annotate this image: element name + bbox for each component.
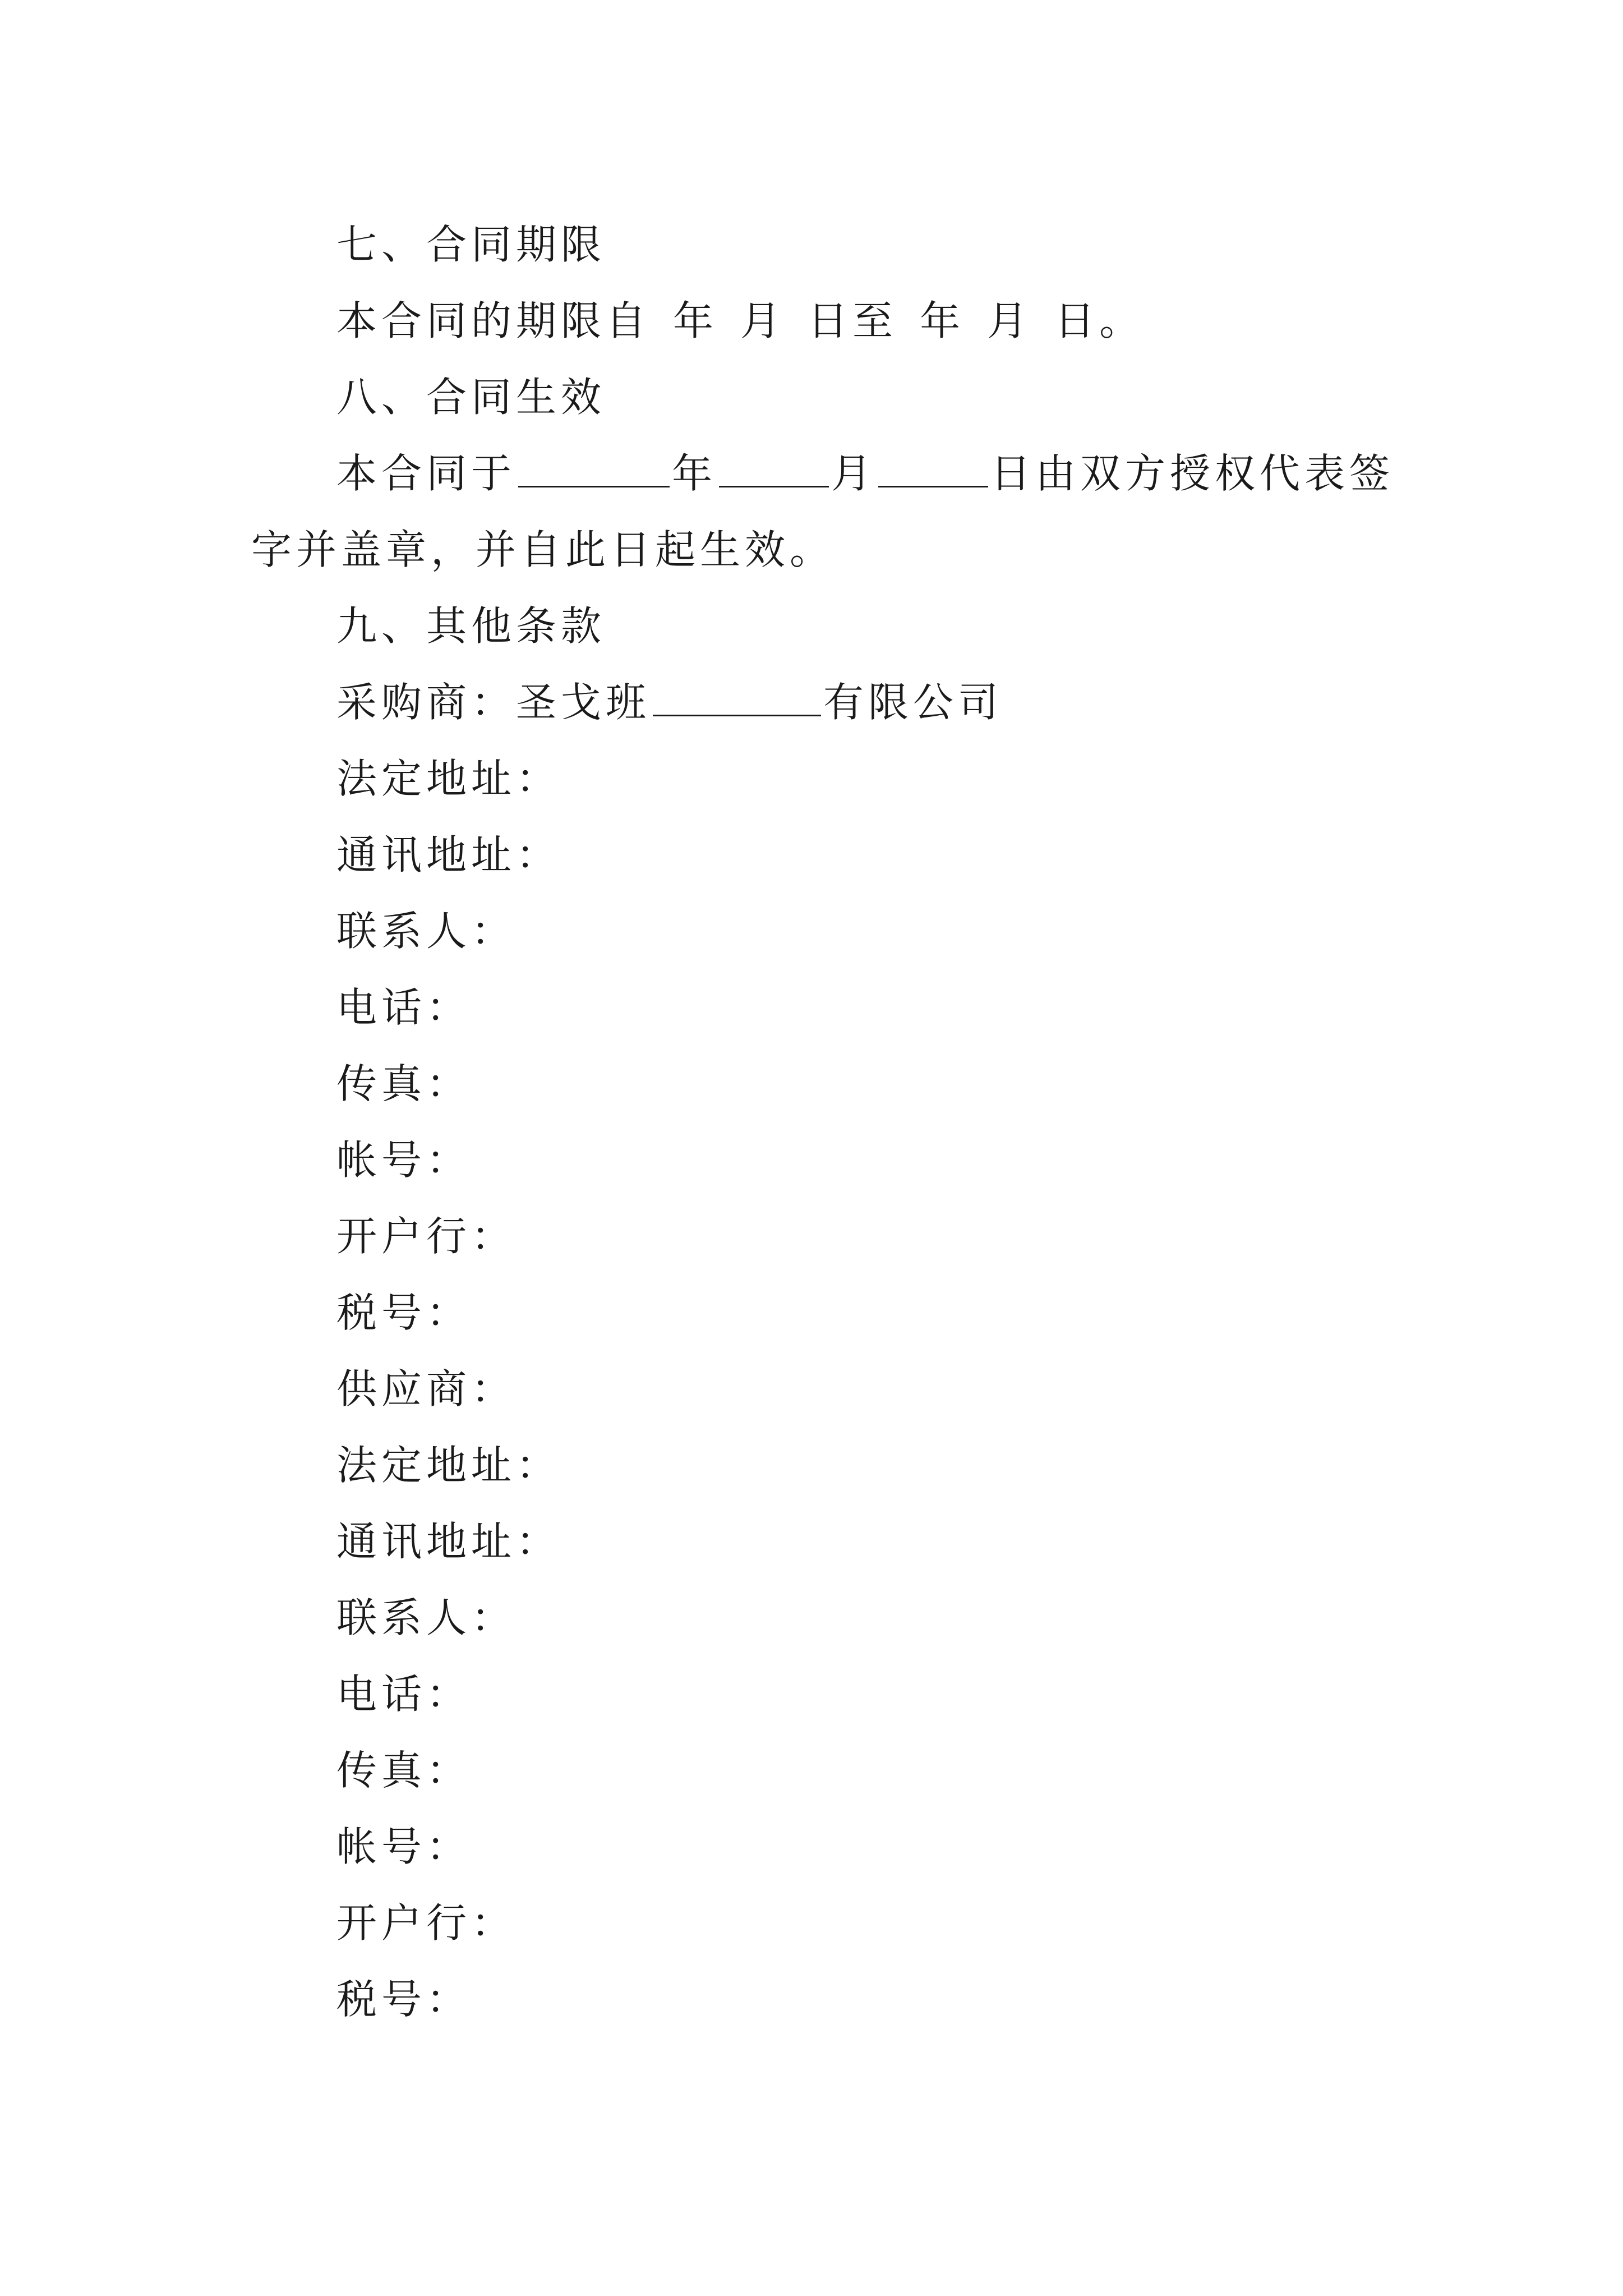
buyer-legal-address-label: 法定地址： — [336, 755, 561, 802]
section-8-heading-text: 八、合同生效 — [336, 374, 606, 421]
buyer-fax-label: 传真： — [336, 1060, 472, 1107]
supplier-fax-label: 传真： — [336, 1747, 472, 1794]
section-9-heading — [251, 588, 1390, 664]
buyer-name-line — [251, 664, 1390, 740]
buyer-bank — [251, 1198, 1390, 1274]
month-blank[interactable] — [719, 451, 829, 487]
supplier-label: 供应商： — [336, 1365, 517, 1412]
effective-year: 年 — [672, 450, 717, 497]
term-from-year: 年 — [673, 297, 718, 344]
effective-continued-text: 字并盖章，并自此日起生效。 — [251, 526, 835, 573]
supplier-name-line — [251, 1351, 1390, 1427]
buyer-phone — [251, 969, 1390, 1046]
effective-prefix: 本合同于 — [336, 450, 517, 497]
section-8-effective-line — [251, 435, 1395, 512]
section-7-term-line — [251, 283, 1390, 359]
year-blank[interactable] — [518, 451, 670, 487]
section-7-heading — [251, 206, 1390, 283]
supplier-contact — [251, 1580, 1390, 1656]
supplier-phone — [251, 1656, 1390, 1732]
supplier-fax — [251, 1732, 1390, 1809]
section-8-effective-continued — [251, 512, 1390, 588]
buyer-label-suffix: 有限公司 — [823, 679, 1003, 726]
section-7-heading-text: 七、合同期限 — [336, 221, 606, 268]
term-to-month: 月 — [987, 297, 1032, 344]
buyer-account-label: 帐号： — [336, 1137, 472, 1184]
supplier-legal-address-label: 法定地址： — [336, 1442, 561, 1489]
supplier-contact-label: 联系人： — [336, 1594, 517, 1641]
supplier-mailing-address-label: 通讯地址： — [336, 1518, 561, 1565]
term-to-day-end: 日。 — [1054, 297, 1145, 344]
buyer-tax-id-label: 税号： — [336, 1289, 472, 1336]
buyer-phone-label: 电话： — [336, 984, 472, 1031]
supplier-account — [251, 1809, 1390, 1885]
supplier-phone-label: 电话： — [336, 1671, 472, 1718]
term-from-day-to: 日至 — [808, 297, 898, 344]
buyer-mailing-address-label: 通讯地址： — [336, 831, 561, 878]
supplier-bank — [251, 1885, 1390, 1961]
buyer-contact-label: 联系人： — [336, 908, 517, 955]
term-from-month: 月 — [740, 297, 786, 344]
document-body — [251, 206, 1395, 2037]
supplier-legal-address — [251, 1427, 1390, 1503]
buyer-label-prefix: 采购商：圣戈班 — [336, 679, 651, 726]
supplier-bank-label: 开户行： — [336, 1899, 517, 1947]
buyer-mailing-address — [251, 817, 1390, 893]
term-to-year: 年 — [920, 297, 965, 344]
supplier-tax-id-label: 税号： — [336, 1976, 472, 2023]
buyer-tax-id — [251, 1274, 1390, 1351]
buyer-contact — [251, 893, 1390, 969]
buyer-fax — [251, 1046, 1390, 1122]
buyer-account — [251, 1122, 1390, 1198]
term-prefix: 本合同的期限自 — [336, 297, 651, 344]
section-9-heading-text: 九、其他条款 — [336, 602, 606, 650]
supplier-tax-id — [251, 1961, 1390, 2037]
buyer-bank-label: 开户行： — [336, 1213, 517, 1260]
supplier-account-label: 帐号： — [336, 1823, 472, 1870]
supplier-mailing-address — [251, 1503, 1390, 1580]
effective-month: 月 — [831, 450, 877, 497]
day-blank[interactable] — [878, 451, 988, 487]
effective-suffix: 日由双方授权代表签 — [990, 450, 1395, 497]
section-8-heading — [251, 359, 1390, 435]
buyer-legal-address — [251, 740, 1390, 817]
buyer-company-blank[interactable] — [653, 680, 821, 716]
